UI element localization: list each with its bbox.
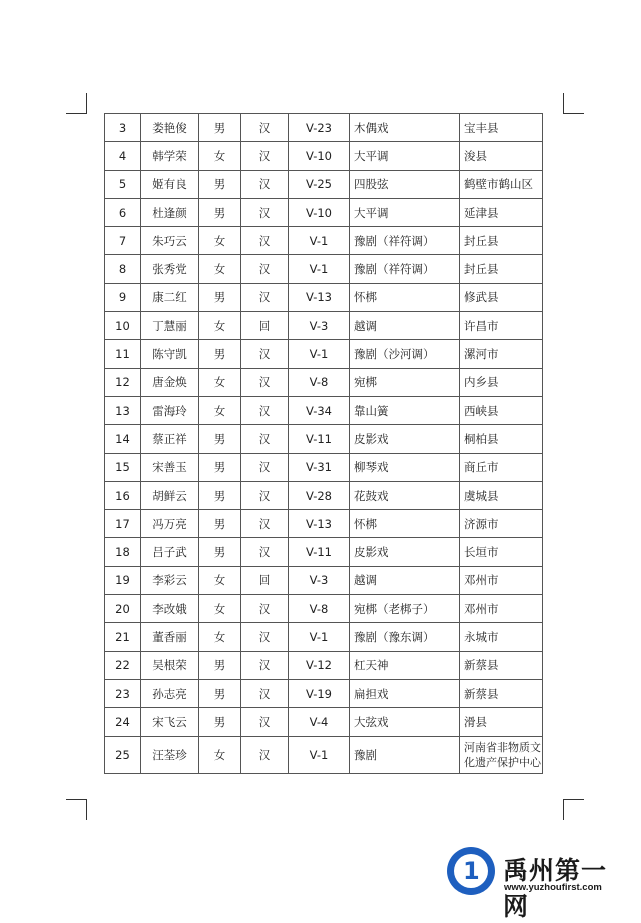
table-row <box>105 708 543 736</box>
unit-cell: 鹤壁市鹤山区 <box>460 170 543 198</box>
project-name-cell: 越调 <box>350 312 460 340</box>
gender-cell: 女 <box>199 566 241 594</box>
ethnicity-cell: 汉 <box>241 227 289 255</box>
name-cell: 雷海玲 <box>141 396 199 424</box>
ethnicity-cell: 汉 <box>241 679 289 707</box>
name-cell: 宋善玉 <box>141 453 199 481</box>
project-name-cell: 豫剧（沙河调） <box>350 340 460 368</box>
table-row <box>105 312 543 340</box>
unit-cell: 新蔡县 <box>460 679 543 707</box>
name-cell: 蔡正祥 <box>141 425 199 453</box>
seq-cell: 21 <box>105 623 141 651</box>
project-code-cell: V-1 <box>289 340 350 368</box>
table-row <box>105 453 543 481</box>
project-code-cell: V-28 <box>289 481 350 509</box>
project-code-cell: V-23 <box>289 114 350 142</box>
table-row <box>105 170 543 198</box>
project-code-cell: V-3 <box>289 566 350 594</box>
gender-cell: 女 <box>199 736 241 773</box>
unit-cell: 漯河市 <box>460 340 543 368</box>
ethnicity-cell: 汉 <box>241 255 289 283</box>
unit-cell: 济源市 <box>460 510 543 538</box>
ethnicity-cell: 汉 <box>241 510 289 538</box>
unit-cell: 内乡县 <box>460 368 543 396</box>
project-name-cell: 靠山簧 <box>350 396 460 424</box>
gender-cell: 男 <box>199 510 241 538</box>
unit-cell: 宝丰县 <box>460 114 543 142</box>
seq-cell: 16 <box>105 481 141 509</box>
project-name-cell: 越调 <box>350 566 460 594</box>
ethnicity-cell: 回 <box>241 566 289 594</box>
project-name-cell: 杠天神 <box>350 651 460 679</box>
unit-cell: 延津县 <box>460 198 543 226</box>
seq-cell: 25 <box>105 736 141 773</box>
seq-cell: 4 <box>105 142 141 170</box>
name-cell: 李改娥 <box>141 595 199 623</box>
logo-emblem-icon: 1 <box>447 847 495 895</box>
table-row <box>105 595 543 623</box>
unit-cell: 永城市 <box>460 623 543 651</box>
project-code-cell: V-34 <box>289 396 350 424</box>
unit-cell: 商丘市 <box>460 453 543 481</box>
name-cell: 朱巧云 <box>141 227 199 255</box>
name-cell: 胡鲜云 <box>141 481 199 509</box>
project-code-cell: V-8 <box>289 595 350 623</box>
name-cell: 宋飞云 <box>141 708 199 736</box>
ethnicity-cell: 回 <box>241 312 289 340</box>
project-code-cell: V-4 <box>289 708 350 736</box>
seq-cell: 8 <box>105 255 141 283</box>
gender-cell: 男 <box>199 679 241 707</box>
seq-cell: 15 <box>105 453 141 481</box>
ethnicity-cell: 汉 <box>241 623 289 651</box>
project-name-cell: 大弦戏 <box>350 708 460 736</box>
gender-cell: 女 <box>199 623 241 651</box>
logo-site-url: www.yuzhoufirst.com <box>504 882 602 893</box>
gender-cell: 女 <box>199 368 241 396</box>
seq-cell: 24 <box>105 708 141 736</box>
name-cell: 孙志亮 <box>141 679 199 707</box>
crop-mark-bottom-right <box>563 799 584 820</box>
project-code-cell: V-11 <box>289 538 350 566</box>
unit-cell: 虞城县 <box>460 481 543 509</box>
project-name-cell: 豫剧 <box>350 736 460 773</box>
seq-cell: 10 <box>105 312 141 340</box>
ethnicity-cell: 汉 <box>241 595 289 623</box>
table-body <box>105 114 543 774</box>
crop-mark-top-left <box>66 93 87 114</box>
ethnicity-cell: 汉 <box>241 538 289 566</box>
unit-cell: 邓州市 <box>460 566 543 594</box>
ethnicity-cell: 汉 <box>241 368 289 396</box>
project-name-cell: 大平调 <box>350 198 460 226</box>
project-code-cell: V-25 <box>289 170 350 198</box>
ethnicity-cell: 汉 <box>241 283 289 311</box>
gender-cell: 男 <box>199 170 241 198</box>
table-row <box>105 227 543 255</box>
table-row <box>105 283 543 311</box>
crop-mark-bottom-left <box>66 799 87 820</box>
table-row <box>105 679 543 707</box>
table-row <box>105 114 543 142</box>
project-name-cell: 豫剧（祥符调） <box>350 255 460 283</box>
name-cell: 董香丽 <box>141 623 199 651</box>
table-row <box>105 538 543 566</box>
gender-cell: 男 <box>199 283 241 311</box>
project-name-cell: 宛梆 <box>350 368 460 396</box>
project-code-cell: V-31 <box>289 453 350 481</box>
gender-cell: 女 <box>199 595 241 623</box>
project-code-cell: V-8 <box>289 368 350 396</box>
gender-cell: 男 <box>199 425 241 453</box>
unit-cell: 西峡县 <box>460 396 543 424</box>
logo-site-name: 禹州第一网 <box>503 856 608 921</box>
project-code-cell: V-13 <box>289 283 350 311</box>
seq-cell: 18 <box>105 538 141 566</box>
name-cell: 康二红 <box>141 283 199 311</box>
seq-cell: 13 <box>105 396 141 424</box>
gender-cell: 女 <box>199 142 241 170</box>
gender-cell: 男 <box>199 651 241 679</box>
unit-cell: 新蔡县 <box>460 651 543 679</box>
project-code-cell: V-1 <box>289 255 350 283</box>
seq-cell: 20 <box>105 595 141 623</box>
project-code-cell: V-13 <box>289 510 350 538</box>
project-name-cell: 四股弦 <box>350 170 460 198</box>
gender-cell: 男 <box>199 340 241 368</box>
project-code-cell: V-3 <box>289 312 350 340</box>
ethnicity-cell: 汉 <box>241 340 289 368</box>
name-cell: 吴根荣 <box>141 651 199 679</box>
project-code-cell: V-10 <box>289 142 350 170</box>
crop-mark-top-right <box>563 93 584 114</box>
table-row <box>105 198 543 226</box>
project-name-cell: 扁担戏 <box>350 679 460 707</box>
name-cell: 娄艳俊 <box>141 114 199 142</box>
name-cell: 陈守凯 <box>141 340 199 368</box>
table-row <box>105 340 543 368</box>
project-name-cell: 豫剧（豫东调） <box>350 623 460 651</box>
ethnicity-cell: 汉 <box>241 425 289 453</box>
gender-cell: 女 <box>199 255 241 283</box>
name-cell: 韩学荣 <box>141 142 199 170</box>
ethnicity-cell: 汉 <box>241 651 289 679</box>
project-name-cell: 皮影戏 <box>350 425 460 453</box>
gender-cell: 男 <box>199 538 241 566</box>
ethnicity-cell: 汉 <box>241 114 289 142</box>
project-code-cell: V-11 <box>289 425 350 453</box>
project-name-cell: 皮影戏 <box>350 538 460 566</box>
project-name-cell: 柳琴戏 <box>350 453 460 481</box>
project-name-cell: 大平调 <box>350 142 460 170</box>
table-row <box>105 396 543 424</box>
gender-cell: 女 <box>199 227 241 255</box>
unit-cell: 封丘县 <box>460 227 543 255</box>
gender-cell: 男 <box>199 708 241 736</box>
table-row <box>105 736 543 773</box>
name-cell: 杜逢颜 <box>141 198 199 226</box>
seq-cell: 19 <box>105 566 141 594</box>
unit-cell: 桐柏县 <box>460 425 543 453</box>
name-cell: 张秀党 <box>141 255 199 283</box>
ethnicity-cell: 汉 <box>241 736 289 773</box>
ethnicity-cell: 汉 <box>241 170 289 198</box>
unit-cell: 滑县 <box>460 708 543 736</box>
unit-cell: 修武县 <box>460 283 543 311</box>
table-row <box>105 651 543 679</box>
project-code-cell: V-1 <box>289 736 350 773</box>
ethnicity-cell: 汉 <box>241 453 289 481</box>
ethnicity-cell: 汉 <box>241 198 289 226</box>
project-name-cell: 花鼓戏 <box>350 481 460 509</box>
name-cell: 吕子武 <box>141 538 199 566</box>
name-cell: 唐金焕 <box>141 368 199 396</box>
site-watermark-logo <box>447 847 627 921</box>
unit-cell: 封丘县 <box>460 255 543 283</box>
project-name-cell: 怀梆 <box>350 510 460 538</box>
ethnicity-cell: 汉 <box>241 142 289 170</box>
table-row <box>105 510 543 538</box>
project-name-cell: 怀梆 <box>350 283 460 311</box>
project-code-cell: V-12 <box>289 651 350 679</box>
table-row <box>105 255 543 283</box>
ethnicity-cell: 汉 <box>241 708 289 736</box>
table-row <box>105 425 543 453</box>
seq-cell: 17 <box>105 510 141 538</box>
table-row <box>105 142 543 170</box>
seq-cell: 7 <box>105 227 141 255</box>
gender-cell: 男 <box>199 114 241 142</box>
project-code-cell: V-10 <box>289 198 350 226</box>
ethnicity-cell: 汉 <box>241 481 289 509</box>
gender-cell: 男 <box>199 481 241 509</box>
table-row <box>105 481 543 509</box>
project-name-cell: 宛梆（老梆子） <box>350 595 460 623</box>
seq-cell: 23 <box>105 679 141 707</box>
name-cell: 李彩云 <box>141 566 199 594</box>
name-cell: 姬有良 <box>141 170 199 198</box>
unit-cell: 浚县 <box>460 142 543 170</box>
table-row <box>105 623 543 651</box>
unit-cell: 河南省非物质文化遗产保护中心 <box>460 736 543 773</box>
seq-cell: 5 <box>105 170 141 198</box>
unit-cell: 邓州市 <box>460 595 543 623</box>
gender-cell: 男 <box>199 198 241 226</box>
seq-cell: 3 <box>105 114 141 142</box>
name-cell: 冯万亮 <box>141 510 199 538</box>
gender-cell: 男 <box>199 453 241 481</box>
project-code-cell: V-1 <box>289 227 350 255</box>
inheritor-table <box>104 113 543 774</box>
ethnicity-cell: 汉 <box>241 396 289 424</box>
gender-cell: 女 <box>199 312 241 340</box>
table-row <box>105 566 543 594</box>
project-name-cell: 豫剧（祥符调） <box>350 227 460 255</box>
seq-cell: 12 <box>105 368 141 396</box>
project-code-cell: V-1 <box>289 623 350 651</box>
seq-cell: 6 <box>105 198 141 226</box>
name-cell: 丁慧丽 <box>141 312 199 340</box>
name-cell: 汪荃珍 <box>141 736 199 773</box>
seq-cell: 9 <box>105 283 141 311</box>
table-row <box>105 368 543 396</box>
project-name-cell: 木偶戏 <box>350 114 460 142</box>
seq-cell: 22 <box>105 651 141 679</box>
seq-cell: 14 <box>105 425 141 453</box>
seq-cell: 11 <box>105 340 141 368</box>
project-code-cell: V-19 <box>289 679 350 707</box>
gender-cell: 女 <box>199 396 241 424</box>
unit-cell: 许昌市 <box>460 312 543 340</box>
unit-cell: 长垣市 <box>460 538 543 566</box>
